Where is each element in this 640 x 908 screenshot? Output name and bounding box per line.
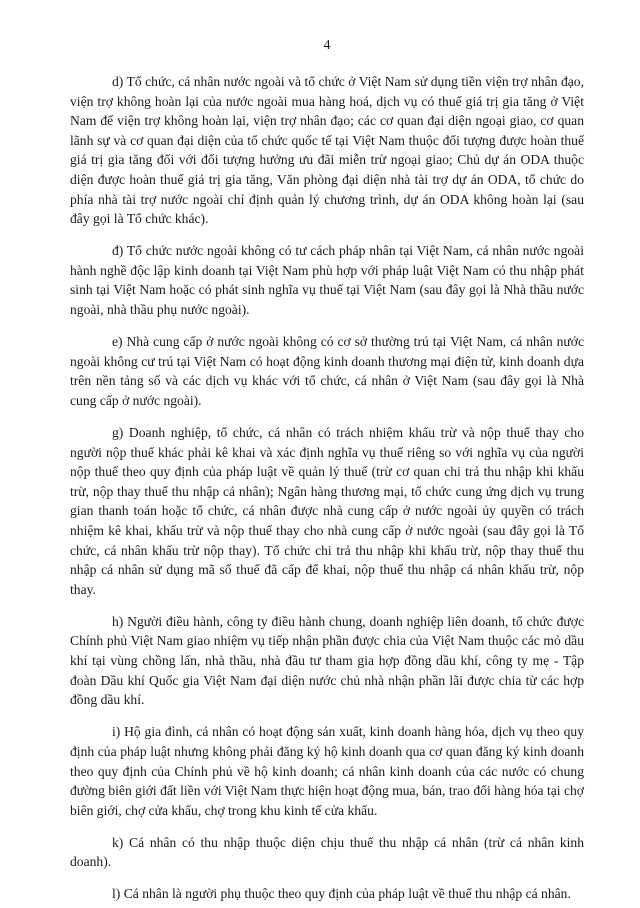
page-number: 4 (323, 38, 331, 53)
paragraph-k: k) Cá nhân có thu nhập thuộc diện chịu thuế thu nhập cá nhân (trừ cá nhân kinh doanh). (70, 834, 584, 870)
paragraph-i: i) Hộ gia đình, cá nhân có hoạt động sản xuất, kinh doanh hàng hóa, dịch vụ theo quy định của pháp luật nhưng không phải đăng ký hộ kinh doanh qua cơ quan đăng ký kinh doanh theo quy định của Chính phủ về hộ kinh doanh; cá nhân kinh doanh của các nước có chung đường biên giới đất liền với Việt Nam thực hiện hoạt động mua, bán, trao đổi hàng hóa tại chợ biên giới, chợ cửa khẩu, chợ trong khu kinh tế cửa khẩu. (70, 724, 584, 818)
paragraph-g: g) Doanh nghiệp, tổ chức, cá nhân có trách nhiệm khấu trừ và nộp thuế thay cho người nộp thuế khác phải kê khai và xác định nghĩa vụ thuế riêng so với nghĩa vụ của người nộp thuế theo quy định của pháp luật về quản lý thuế (trừ cơ quan chi trả thu nhập khi khấu trừ, nộp thay thuế thu nhập cá nhân); Ngân hàng thương mại, tổ chức cung ứng dịch vụ trung gian thanh toán hoặc tổ chức, cá nhân được nhà cung cấp ở nước ngoài ủy quyền có trách nhiệm kê khai, khấu trừ và nộp thuế thay cho nhà cung cấp ở nước ngoài (sau đây gọi là Tổ chức, cá nhân khấu trừ nộp thay). Tổ chức chi trả thu nhập khi khấu trừ, nộp thay thuế thu nhập cá nhân sử dụng mã số thuế đã cấp để khai, nộp thuế thu nhập cá nhân khấu trừ, nộp thay. (70, 425, 584, 597)
paragraph-h: h) Người điều hành, công ty điều hành chung, doanh nghiệp liên doanh, tổ chức được Chính phủ Việt Nam giao nhiệm vụ tiếp nhận phần được chia của Việt Nam thuộc các mỏ dầu khí tại vùng chồng lấn, nhà thầu, nhà đầu tư tham gia hợp đồng dầu khí, công ty mẹ - Tập đoàn Dầu khí Quốc gia Việt Nam đại diện nước chủ nhà nhận phần lãi được chia từ các hợp đồng dầu khí. (70, 613, 584, 708)
paragraph-l: l) Cá nhân là người phụ thuộc theo quy định của pháp luật về thuế thu nhập cá nhân. (112, 886, 571, 902)
paragraph-e: e) Nhà cung cấp ở nước ngoài không có cơ sở thường trú tại Việt Nam, cá nhân nước ngoài không cư trú tại Việt Nam có hoạt động kinh doanh thương mại điện tử, kinh doanh dựa trên nền tảng số và các dịch vụ khác với tổ chức, cá nhân ở Việt Nam (sau đây gọi là Nhà cung cấp ở nước ngoài). (70, 334, 584, 408)
paragraph-d: d) Tổ chức, cá nhân nước ngoài và tổ chức ở Việt Nam sử dụng tiền viện trợ nhân đạo, viện trợ không hoàn lại của nước ngoài mua hàng hoá, dịch vụ có thuế giá trị gia tăng ở Việt Nam để viện trợ không hoàn lại, viện trợ nhân đạo; các cơ quan đại diện ngoại giao, cơ quan lãnh sự và cơ quan đại diện của tổ chức quốc tế tại Việt Nam thuộc đối tượng được hoàn thuế giá trị gia tăng đối với đối tượng hưởng ưu đãi miễn trừ ngoại giao; Chủ dự án ODA thuộc diện được hoàn thuế giá trị gia tăng, Văn phòng đại diện nhà tài trợ dự án ODA, tổ chức do phía nhà tài trợ nước ngoài chỉ định quản lý chương trình, dự án ODA không hoàn lại (sau đây gọi là Tổ chức khác). (70, 74, 584, 227)
paragraph-dd: đ) Tổ chức nước ngoài không có tư cách pháp nhân tại Việt Nam, cá nhân nước ngoài hành nghề độc lập kinh doanh tại Việt Nam phù hợp với pháp luật Việt Nam có thu nhập phát sinh tại Việt Nam hoặc có phát sinh nghĩa vụ thuế tại Việt Nam (sau đây gọi là Nhà thầu nước ngoài, nhà thầu phụ nước ngoài). (70, 243, 584, 318)
